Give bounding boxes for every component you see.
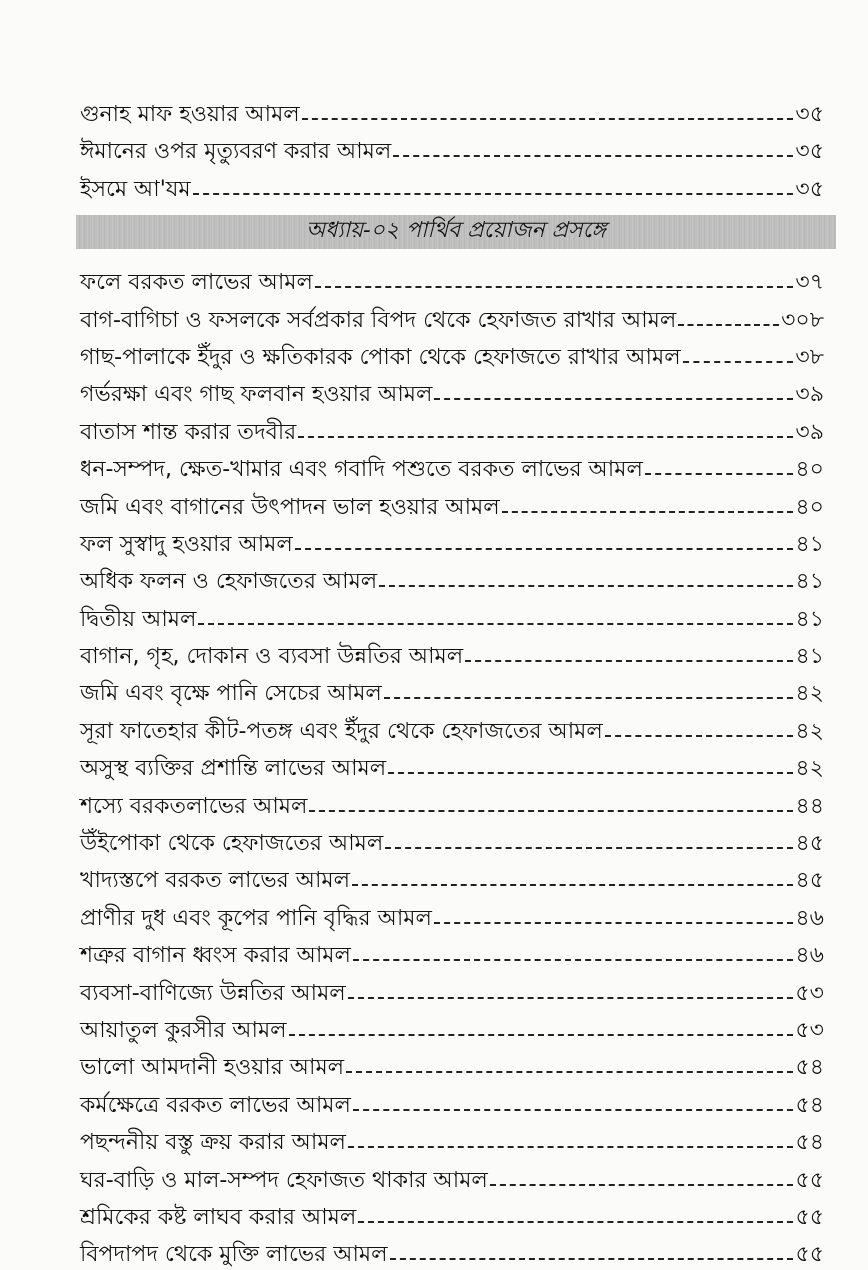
dotted-leader (465, 660, 793, 662)
toc-entry-title: শ্রমিকের কষ্ট লাঘব করার আমল (80, 1204, 357, 1230)
dotted-leader (352, 884, 793, 886)
toc-entry-page: ৫৪ (795, 1055, 824, 1081)
chapter-heading: অধ্যায়-০২ পার্থিব প্রয়োজন প্রসঙ্গে (305, 218, 607, 244)
toc-entry-page: ৩৫ (795, 101, 824, 127)
toc-entry-page: ৪৫ (795, 868, 824, 894)
toc-entry (80, 1117, 824, 1154)
toc-section-list (80, 257, 824, 1267)
dotted-leader (346, 1071, 793, 1073)
dotted-leader (502, 511, 794, 513)
toc-entry (80, 332, 824, 369)
toc-entry-title: গুনাহ মাফ হওয়ার আমল (80, 101, 300, 127)
toc-entry-title: জমি এবং বাগানের উৎপাদন ভাল হওয়ার আমল (80, 494, 500, 520)
dotted-leader (198, 623, 793, 625)
toc-entry-title: বাগান, গৃহ, দোকান ও ব্যবসা উন্নতির আমল (80, 644, 464, 670)
dotted-leader (385, 847, 793, 849)
toc-entry (80, 668, 824, 705)
toc-entry-page: ৪০ (795, 494, 824, 520)
toc-entry-page: ৪১ (795, 606, 824, 632)
dotted-leader (289, 1034, 794, 1036)
toc-entry-title: ফলে বরকত লাভের আমল (80, 270, 313, 296)
toc-top-list (80, 88, 824, 201)
dotted-leader (388, 772, 793, 774)
toc-entry-title: অসুস্থ ব্যক্তির প্রশান্তি লাভের আমল (80, 756, 387, 782)
toc-entry-page: ৪০ (795, 457, 824, 483)
toc-entry-title: ঘর-বাড়ি ও মাল-সম্পদ হেফাজত থাকার আমল (80, 1167, 488, 1193)
toc-entry-page: ৪২ (795, 718, 824, 744)
dotted-leader (390, 1258, 794, 1260)
toc-entry-title: বাগ-বাগিচা ও ফসলকে সর্বপ্রকার বিপদ থেকে হেফাজত রাখার আমল (80, 307, 677, 333)
toc-entry (80, 257, 824, 294)
toc-entry (80, 444, 824, 481)
toc-entry (80, 1005, 824, 1042)
toc-entry-title: গাছ-পালাকে ইঁদুর ও ক্ষতিকারক পোকা থেকে হেফাজতে রাখার আমল (80, 344, 681, 370)
toc-entry-title: ঈমানের ওপর মৃত্যুবরণ করার আমল (80, 139, 392, 165)
toc-entry-title: আয়াতুল কুরসীর আমল (80, 1017, 287, 1043)
toc-entry (80, 705, 824, 742)
toc-entry-page: ৪১ (795, 644, 824, 670)
toc-entry-title: বিপদাপদ থেকে মুক্তি লাভের আমল (80, 1242, 388, 1268)
toc-entry (80, 294, 824, 331)
dotted-leader (302, 118, 794, 120)
toc-entry-page: ৩৭ (795, 270, 824, 296)
dotted-leader (348, 1146, 793, 1148)
dotted-leader (683, 361, 794, 363)
toc-entry (80, 481, 824, 518)
toc-entry (80, 88, 824, 126)
toc-entry-title: ফল সুস্বাদু হওয়ার আমল (80, 531, 293, 557)
toc-entry-page: ৪২ (795, 681, 824, 707)
dotted-leader (393, 155, 793, 157)
dotted-leader (434, 398, 793, 400)
toc-entry-title: শস্যে বরকতলাভের আমল (80, 793, 308, 819)
toc-entry (80, 593, 824, 630)
toc-entry-page: ৩০৮ (781, 307, 824, 333)
toc-entry (80, 1192, 824, 1229)
toc-entry-title: অধিক ফলন ও হেফাজতের আমল (80, 569, 378, 595)
toc-entry-title: উঁইপোকা থেকে হেফাজতের আমল (80, 831, 384, 857)
toc-entry (80, 930, 824, 967)
toc-entry-page: ৩৮ (795, 344, 824, 370)
toc-entry (80, 967, 824, 1004)
toc-entry-title: প্রাণীর দুধ এবং কূপের পানি বৃদ্ধির আমল (80, 905, 432, 931)
toc-entry-page: ৩৯ (795, 419, 824, 445)
toc-entry-page: ৪১ (795, 569, 824, 595)
toc-entry-page: ৪২ (795, 756, 824, 782)
dotted-leader (645, 473, 794, 475)
toc-entry-page: ৫৫ (795, 1204, 824, 1230)
dotted-leader (605, 735, 794, 737)
dotted-leader (358, 1221, 793, 1223)
toc-entry-page: ৫৪ (795, 1130, 824, 1156)
toc-entry (80, 126, 824, 164)
dotted-leader (678, 324, 779, 326)
toc-entry-page: ৪১ (795, 531, 824, 557)
dotted-leader (295, 548, 794, 550)
toc-entry-title: সূরা ফাতেহার কীট-পতঙ্গ এবং ইঁদুর থেকে হেফাজতের আমল (80, 718, 603, 744)
dotted-leader (379, 585, 793, 587)
toc-entry (80, 631, 824, 668)
toc-entry-title: ইসমে আ'যম (80, 176, 191, 202)
toc-entry (80, 780, 824, 817)
toc-entry-page: ৫৪ (795, 1092, 824, 1118)
toc-entry-page: ৪৬ (795, 943, 824, 969)
toc-entry-title: জমি এবং বৃক্ষে পানি সেচের আমল (80, 681, 382, 707)
toc-entry-page: ৫৩ (795, 980, 824, 1006)
toc-entry-title: কর্মক্ষেত্রে বরকত লাভের আমল (80, 1092, 351, 1118)
toc-entry (80, 1229, 824, 1266)
dotted-leader (490, 1184, 794, 1186)
toc-entry-page: ৪৪ (795, 793, 824, 819)
toc-entry (80, 892, 824, 929)
dotted-leader (384, 697, 794, 699)
toc-entry-page: ৫৩ (795, 1017, 824, 1043)
toc-entry-page: ৩৫ (795, 139, 824, 165)
toc-entry-title: ব্যবসা-বাণিজ্যে উন্নতির আমল (80, 980, 346, 1006)
toc-entry-page: ৩৯ (795, 382, 824, 408)
dotted-leader (315, 286, 793, 288)
toc-entry-title: খাদ্যস্তপে বরকত লাভের আমল (80, 868, 350, 894)
toc-entry (80, 818, 824, 855)
dotted-leader (193, 193, 794, 195)
toc-entry (80, 369, 824, 406)
toc-entry-page: ৫৫ (795, 1167, 824, 1193)
dotted-leader (298, 436, 793, 438)
toc-entry-title: গর্ভরক্ষা এবং গাছ ফলবান হওয়ার আমল (80, 382, 433, 408)
toc-entry-title: ধন-সম্পদ, ক্ষেত-খামার এবং গবাদি পশুতে বরকত লাভের আমল (80, 457, 643, 483)
toc-entry-title: শত্রুর বাগান ধ্বংস করার আমল (80, 943, 351, 969)
toc-entry (80, 163, 824, 201)
toc-entry (80, 519, 824, 556)
toc-entry-page: ৪৬ (795, 905, 824, 931)
toc-entry-title: দ্বিতীয় আমল (80, 606, 197, 632)
toc-entry-page: ৪৫ (795, 831, 824, 857)
toc-entry (80, 1079, 824, 1116)
toc-entry-title: ভালো আমদানী হওয়ার আমল (80, 1055, 345, 1081)
chapter-heading-banner (76, 215, 836, 249)
dotted-leader (348, 997, 794, 999)
toc-entry-page: ৩৫ (795, 176, 824, 202)
dotted-leader (309, 810, 793, 812)
toc-entry (80, 1154, 824, 1191)
dotted-leader (353, 959, 793, 961)
toc-entry-title: পছন্দনীয় বস্তু ক্রয় করার আমল (80, 1130, 346, 1156)
dotted-leader (434, 922, 794, 924)
dotted-leader (353, 1109, 794, 1111)
toc-entry (80, 406, 824, 443)
toc-entry-page: ৫৫ (795, 1242, 824, 1268)
toc-entry (80, 556, 824, 593)
toc-entry (80, 743, 824, 780)
toc-entry-title: বাতাস শান্ত করার তদবীর (80, 419, 297, 445)
toc-entry (80, 1042, 824, 1079)
toc-entry (80, 855, 824, 892)
